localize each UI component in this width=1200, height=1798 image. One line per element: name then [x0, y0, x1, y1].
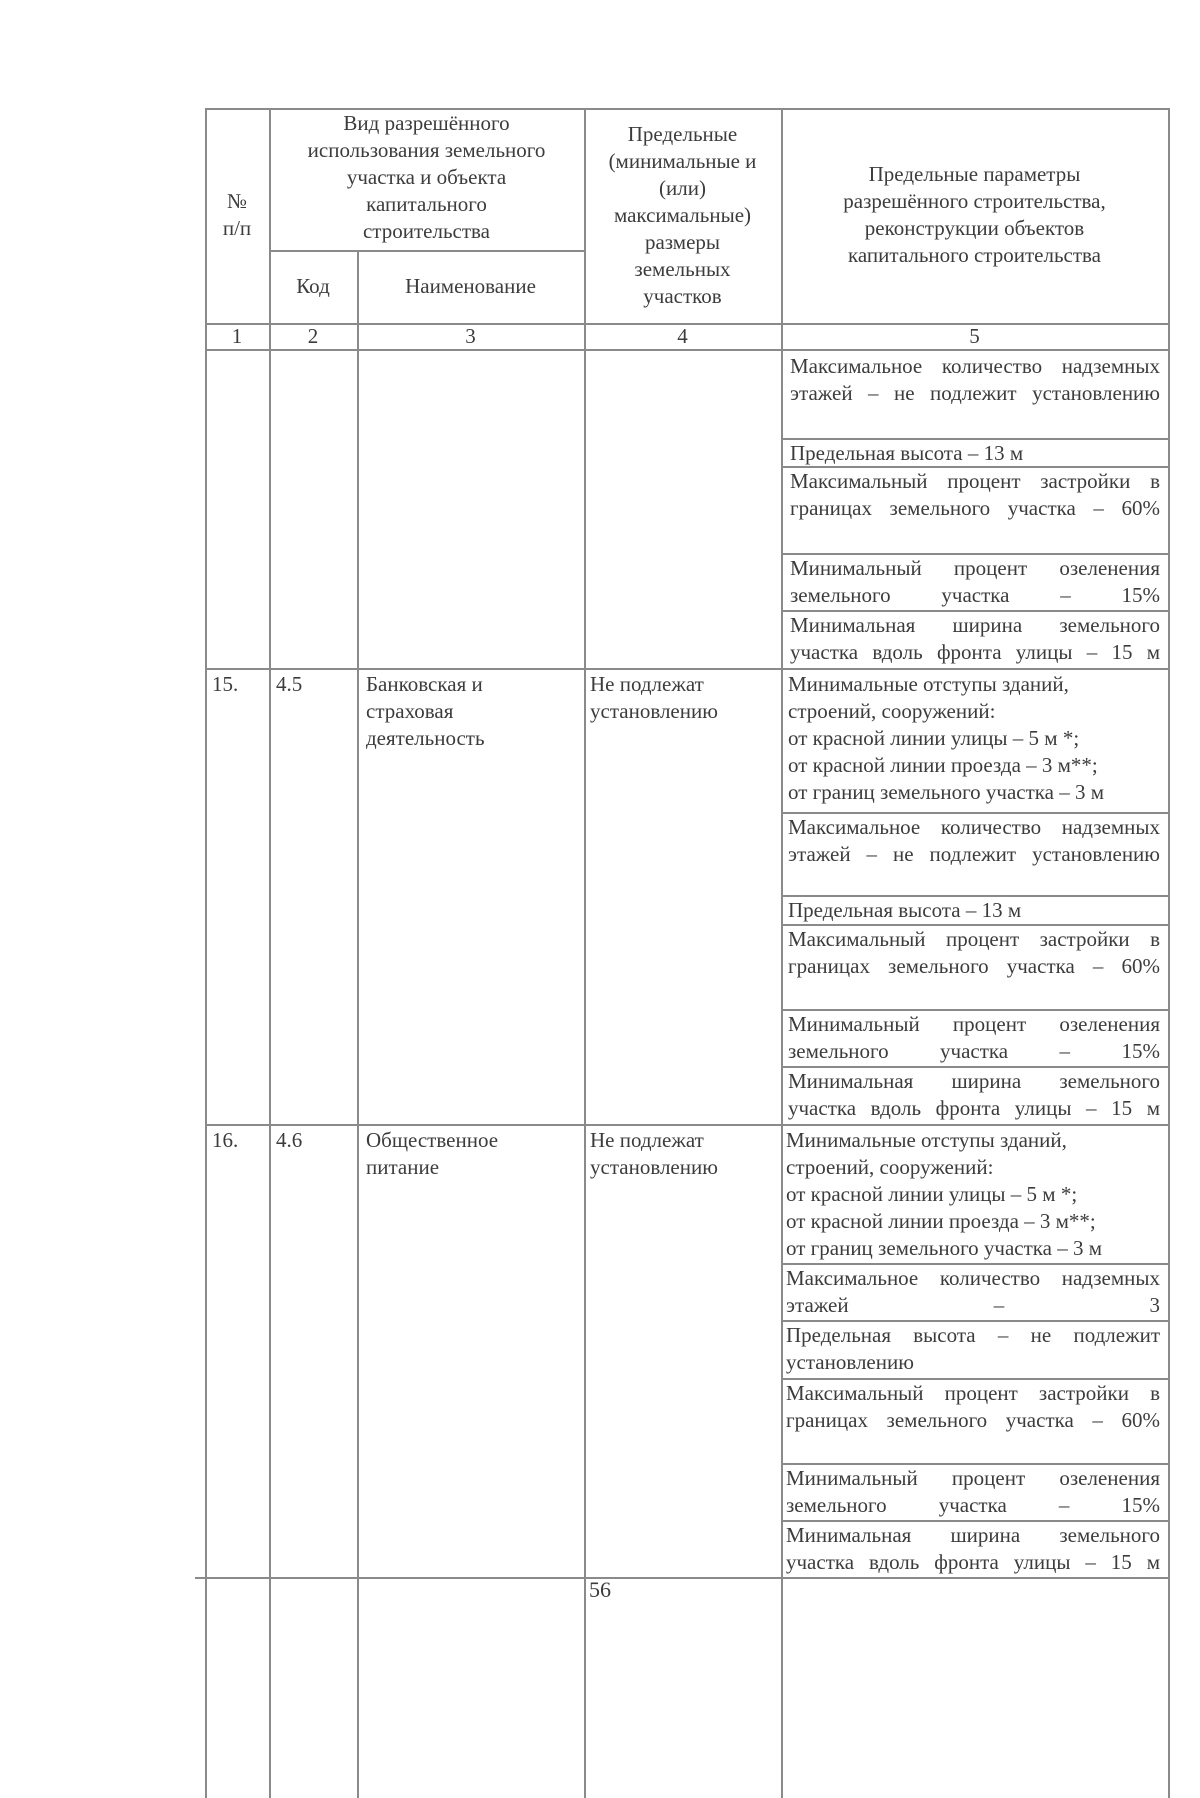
column-number-1: 1	[231, 324, 243, 348]
grid-line	[357, 250, 359, 1798]
param-cell: Предельная высота – 13 м	[790, 441, 1024, 465]
header-col-number: № п/п	[222, 189, 252, 240]
param-cell: Максимальное количество надземных этажей – не подлежит установлению	[788, 815, 1160, 866]
param-cell: Минимальный процент озеленения земельного участка – 15%	[786, 1466, 1160, 1517]
row-sizes: Не подлежат установлению	[590, 672, 718, 723]
param-cell: Максимальное количество надземных этажей – 3	[786, 1266, 1160, 1317]
param-cell: Минимальный процент озеленения земельного участка – 15%	[790, 556, 1160, 607]
grid-line	[1168, 108, 1170, 1798]
param-cell: Предельная высота – 13 м	[788, 898, 1022, 922]
param-cell: Минимальный процент озеленения земельного участка – 15%	[788, 1012, 1160, 1063]
grid-line	[205, 1124, 1169, 1126]
column-number-5: 5	[969, 324, 980, 348]
column-number-4: 4	[677, 324, 688, 348]
column-number-3: 3	[465, 324, 476, 348]
header-col-code: Код	[296, 274, 330, 298]
param-cell: Минимальная ширина земельного участка вдоль фронта улицы – 15 м	[786, 1523, 1160, 1574]
row-number: 16.	[212, 1128, 239, 1152]
grid-line	[269, 108, 271, 1798]
param-cell: Минимальные отступы зданий, строений, сооружений: от красной линии улицы – 5 м *; от красной линии проезда – 3 м**; от границ земельного участка – 3 м	[786, 1128, 1103, 1260]
param-cell: Максимальный процент застройки в границах земельного участка – 60%	[788, 927, 1160, 978]
column-number-2: 2	[307, 324, 319, 348]
row-name: Общественное питание	[366, 1128, 499, 1179]
param-cell: Предельная высота – не подлежит установлению	[786, 1323, 1160, 1374]
row-number: 15.	[212, 672, 239, 696]
row-code: 4.5	[276, 672, 303, 696]
grid-line	[781, 108, 783, 1798]
grid-line	[584, 108, 586, 1798]
header-col-sizes: Предельные (минимальные и (или) максимальные) размеры земельных участков	[608, 122, 757, 308]
row-sizes: Не подлежат установлению	[590, 1128, 718, 1179]
param-cell: Максимальный процент застройки в границах земельного участка – 60%	[786, 1381, 1160, 1432]
param-cell: Максимальный процент застройки в границах земельного участка – 60%	[790, 469, 1160, 520]
page-number: 56	[589, 1577, 611, 1602]
row-name: Банковская и страховая деятельность	[366, 672, 485, 750]
header-col-params: Предельные параметры разрешённого строительства, реконструкции объектов капитального строительства	[843, 162, 1106, 267]
param-cell: Минимальные отступы зданий, строений, сооружений: от красной линии улицы – 5 м *; от красной линии проезда – 3 м**; от границ земельного участка – 3 м	[788, 672, 1105, 804]
header-col-type-group: Вид разрешённого использования земельного участка и объекта капитального строительства	[307, 111, 546, 243]
grid-line	[269, 250, 585, 252]
grid-line	[205, 108, 207, 1798]
grid-line	[205, 668, 1169, 670]
param-cell: Максимальное количество надземных этажей – не подлежит установлению	[790, 354, 1160, 405]
param-cell: Минимальная ширина земельного участка вдоль фронта улицы – 15 м	[790, 613, 1160, 664]
header-col-name: Наименование	[405, 274, 536, 298]
param-cell: Минимальная ширина земельного участка вдоль фронта улицы – 15 м	[788, 1069, 1160, 1120]
row-code: 4.6	[276, 1128, 303, 1152]
